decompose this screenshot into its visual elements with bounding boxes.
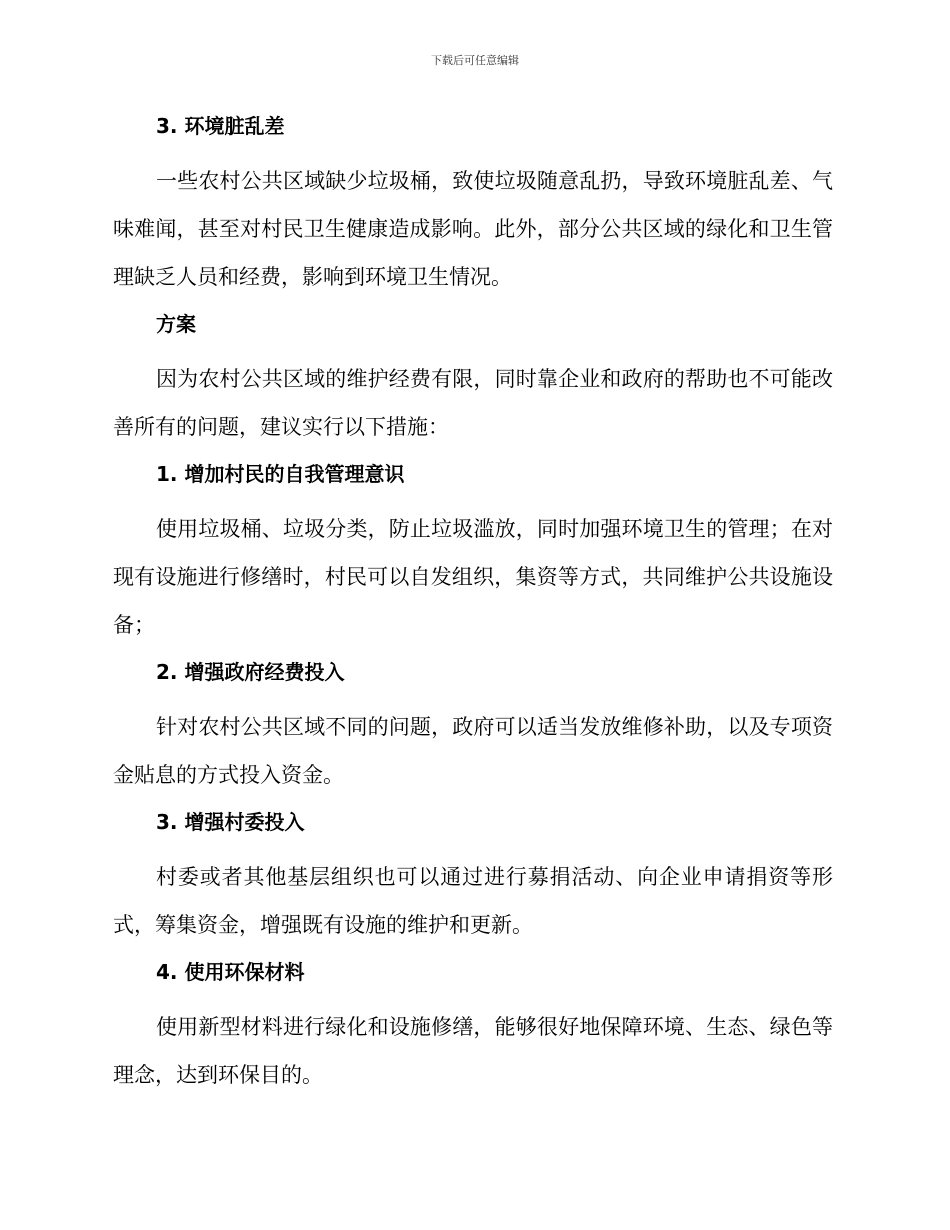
- section-heading-government-funding: 2. 增强政府经费投入: [156, 660, 345, 684]
- section-paragraph-plan: 因为农村公共区域的维护经费有限，同时靠企业和政府的帮助也不可能改善所有的问题，建议实行以下措施：: [113, 367, 833, 439]
- section-heading-eco-materials: 4. 使用环保材料: [156, 960, 305, 984]
- section-paragraph-environment: 一些农村公共区域缺少垃圾桶，致使垃圾随意乱扔，导致环境脏乱差、气味难闻，甚至对村民卫生健康造成影响。此外，部分公共区域的绿化和卫生管理缺乏人员和经费，影响到环境卫生情况。: [113, 169, 833, 289]
- section-heading-environment: 3. 环境脏乱差: [156, 114, 285, 138]
- section-heading-self-management: 1. 增加村民的自我管理意识: [156, 462, 405, 486]
- page-header: 下载后可任意编辑: [431, 54, 519, 67]
- section-heading-plan: 方案: [156, 312, 196, 336]
- section-paragraph-government-funding: 针对农村公共区域不同的问题，政府可以适当发放维修补助，以及专项资金贴息的方式投入资金。: [113, 715, 833, 787]
- section-paragraph-village-committee: 村委或者其他基层组织也可以通过进行募捐活动、向企业申请捐资等形式，筹集资金，增强既有设施的维护和更新。: [113, 865, 833, 937]
- document-body: [113, 108, 833, 1104]
- section-paragraph-eco-materials: 使用新型材料进行绿化和设施修缮，能够很好地保障环境、生态、绿色等理念，达到环保目的。: [113, 1015, 833, 1087]
- section-paragraph-self-management: 使用垃圾桶、垃圾分类，防止垃圾滥放，同时加强环境卫生的管理；在对现有设施进行修缮时，村民可以自发组织，集资等方式，共同维护公共设施设备；: [113, 517, 833, 637]
- section-heading-village-committee: 3. 增强村委投入: [156, 810, 305, 834]
